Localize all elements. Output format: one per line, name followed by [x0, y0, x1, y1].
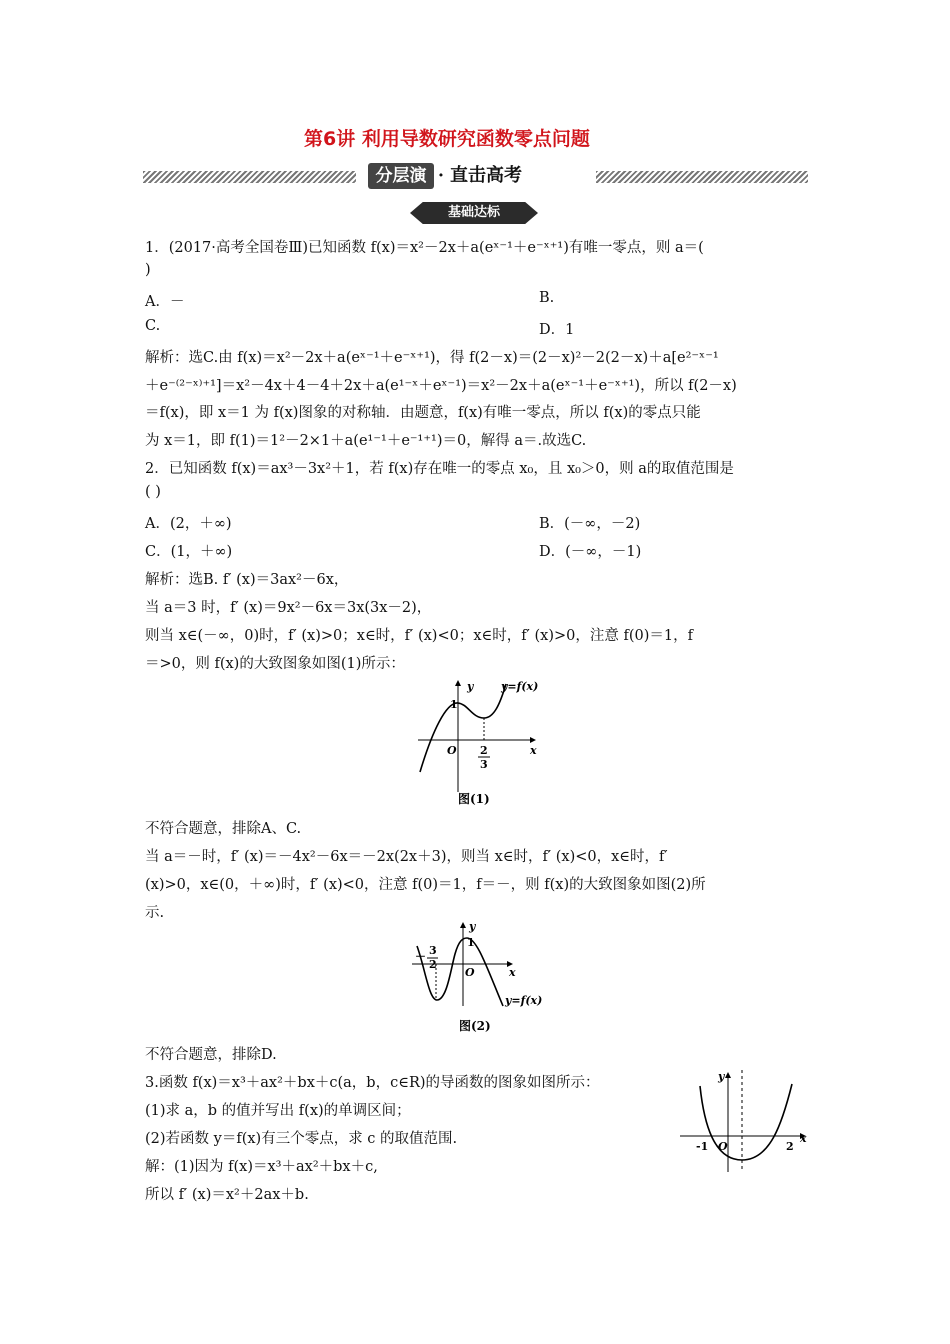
y-label: y	[718, 1070, 725, 1083]
y-label: y	[469, 920, 476, 933]
q2-solution-line: ＝>0，则 f(x)的大致图象如图(1)所示：	[145, 656, 405, 672]
curve-label: y=f(x)	[501, 680, 539, 693]
q1-solution-line: ＋e⁻⁽²⁻ˣ⁾⁺¹]＝x²－4x＋4－4＋2x＋a(e¹⁻ˣ＋eˣ⁻¹)＝x²－2x＋a(eˣ⁻¹＋e⁻ˣ⁺¹)，所以 f(2－x)	[145, 378, 737, 394]
fraction-denominator: 2	[429, 958, 437, 971]
q3-part-1: (1)求 a，b 的值并写出 f(x)的单调区间；	[145, 1103, 411, 1119]
y-arrow	[455, 680, 461, 686]
q1-option-a: A．－	[145, 294, 185, 310]
origin-label: O	[465, 966, 475, 979]
q3-solution-line: 解：(1)因为 f(x)＝x³＋ax²＋bx＋c,	[145, 1159, 378, 1175]
q3-solution-line: 所以 f′ (x)＝x²＋2ax＋b.	[145, 1187, 309, 1203]
q2-stem-end: ( )	[145, 484, 161, 500]
sub-banner	[410, 202, 538, 224]
q2-solution-line: 不符合题意，排除A、C.	[145, 821, 302, 837]
figure-1	[410, 672, 545, 812]
tick-two: 2	[786, 1140, 794, 1153]
x-arrow	[530, 737, 536, 743]
q2-option-c: C．(1，＋∞)	[145, 544, 233, 560]
x-label: x	[530, 744, 537, 757]
value-one: 1	[467, 936, 475, 949]
x-label: x	[800, 1132, 807, 1145]
banner-text: 直击高考	[450, 165, 522, 186]
q2-option-d: D．(－∞，－1)	[539, 544, 642, 560]
page-title: 第6讲 利用导数研究函数零点问题	[304, 128, 590, 150]
figure-caption: 图(1)	[458, 792, 490, 806]
y-label: y	[467, 680, 474, 693]
q1-solution-line: 解析：选C.由 f(x)＝x²－2x＋a(eˣ⁻¹＋e⁻ˣ⁺¹)，得 f(2－x)＝(2－x)²－2(2－x)＋a[e²⁻ˣ⁻¹	[145, 350, 719, 366]
y-arrow	[725, 1072, 731, 1078]
q1-option-c: C.	[145, 318, 161, 334]
q2-solution-line: 示.	[145, 905, 165, 921]
figure-3	[676, 1064, 811, 1174]
fraction-numerator: 2	[480, 744, 488, 757]
tick-neg1: -1	[696, 1140, 709, 1153]
banner-dot: ·	[438, 166, 444, 186]
y-arrow	[460, 922, 466, 928]
q1-solution-line: ＝f(x)，即 x＝1 为 f(x)图象的对称轴．由题意，f(x)有唯一零点，所以 f(x)的零点只能	[145, 405, 701, 421]
q2-option-a: A．(2，＋∞)	[145, 516, 232, 532]
q1-stem-end: )	[145, 262, 151, 278]
banner-boxed-text: 分层演练	[368, 163, 434, 189]
q3-part-2: (2)若函数 y＝f(x)有三个零点，求 c 的取值范围.	[145, 1131, 458, 1147]
figure-caption: 图(2)	[459, 1019, 491, 1033]
figure-2	[407, 918, 547, 1038]
fraction-denominator: 3	[480, 758, 488, 771]
value-one: 1	[450, 698, 458, 711]
q3-stem: 3.函数 f(x)＝x³＋ax²＋bx＋c(a，b，c∈R)的导函数的图象如图所示：	[145, 1075, 600, 1091]
x-label: x	[509, 966, 516, 979]
curve	[420, 684, 506, 772]
q2-option-b: B．(－∞，－2)	[539, 516, 641, 532]
q2-solution-line: 解析：选B. f′ (x)＝3ax²－6x，	[145, 572, 349, 588]
origin-label: O	[447, 744, 457, 757]
q2-solution-line: 则当 x∈(－∞，0)时，f′ (x)>0；x∈时，f′ (x)<0；x∈时，f′ (x)>0，注意 f(0)＝1，f	[145, 628, 693, 644]
q1-stem: 1．(2017·高考全国卷Ⅲ)已知函数 f(x)＝x²－2x＋a(eˣ⁻¹＋e⁻ˣ⁺¹)有唯一零点，则 a＝(	[145, 240, 704, 256]
sub-banner-text: 基础达标	[447, 205, 500, 220]
curve	[700, 1084, 792, 1160]
q1-option-d: D．1	[539, 322, 575, 338]
q2-stem: 2．已知函数 f(x)＝ax³－3x²＋1，若 f(x)存在唯一的零点 x₀，且 x₀＞0，则 a的取值范围是	[145, 461, 734, 477]
origin-label: O	[718, 1140, 728, 1153]
q1-option-b: B.	[539, 290, 555, 306]
fraction-numerator: 3	[429, 944, 437, 957]
curve-label: y=f(x)	[505, 994, 543, 1007]
section-banner	[356, 163, 596, 212]
q1-solution-line: 为 x＝1，即 f(1)＝1²－2×1＋a(e¹⁻¹＋e⁻¹⁺¹)＝0，解得 a＝.故选C.	[145, 433, 587, 449]
q2-solution-line: 当 a＝－时，f′ (x)＝－4x²－6x＝－2x(2x＋3)，则当 x∈时，f′ (x)<0，x∈时，f′	[145, 849, 668, 865]
q2-solution-line: 当 a＝3 时，f′ (x)＝9x²－6x＝3x(3x－2)，	[145, 600, 432, 616]
q2-solution-line: (x)>0，x∈(0，＋∞)时，f′ (x)<0，注意 f(0)＝1，f＝－，则 f(x)的大致图象如图(2)所	[145, 877, 706, 893]
q2-solution-line: 不符合题意，排除D.	[145, 1047, 277, 1063]
minus-sign: －	[415, 950, 426, 963]
